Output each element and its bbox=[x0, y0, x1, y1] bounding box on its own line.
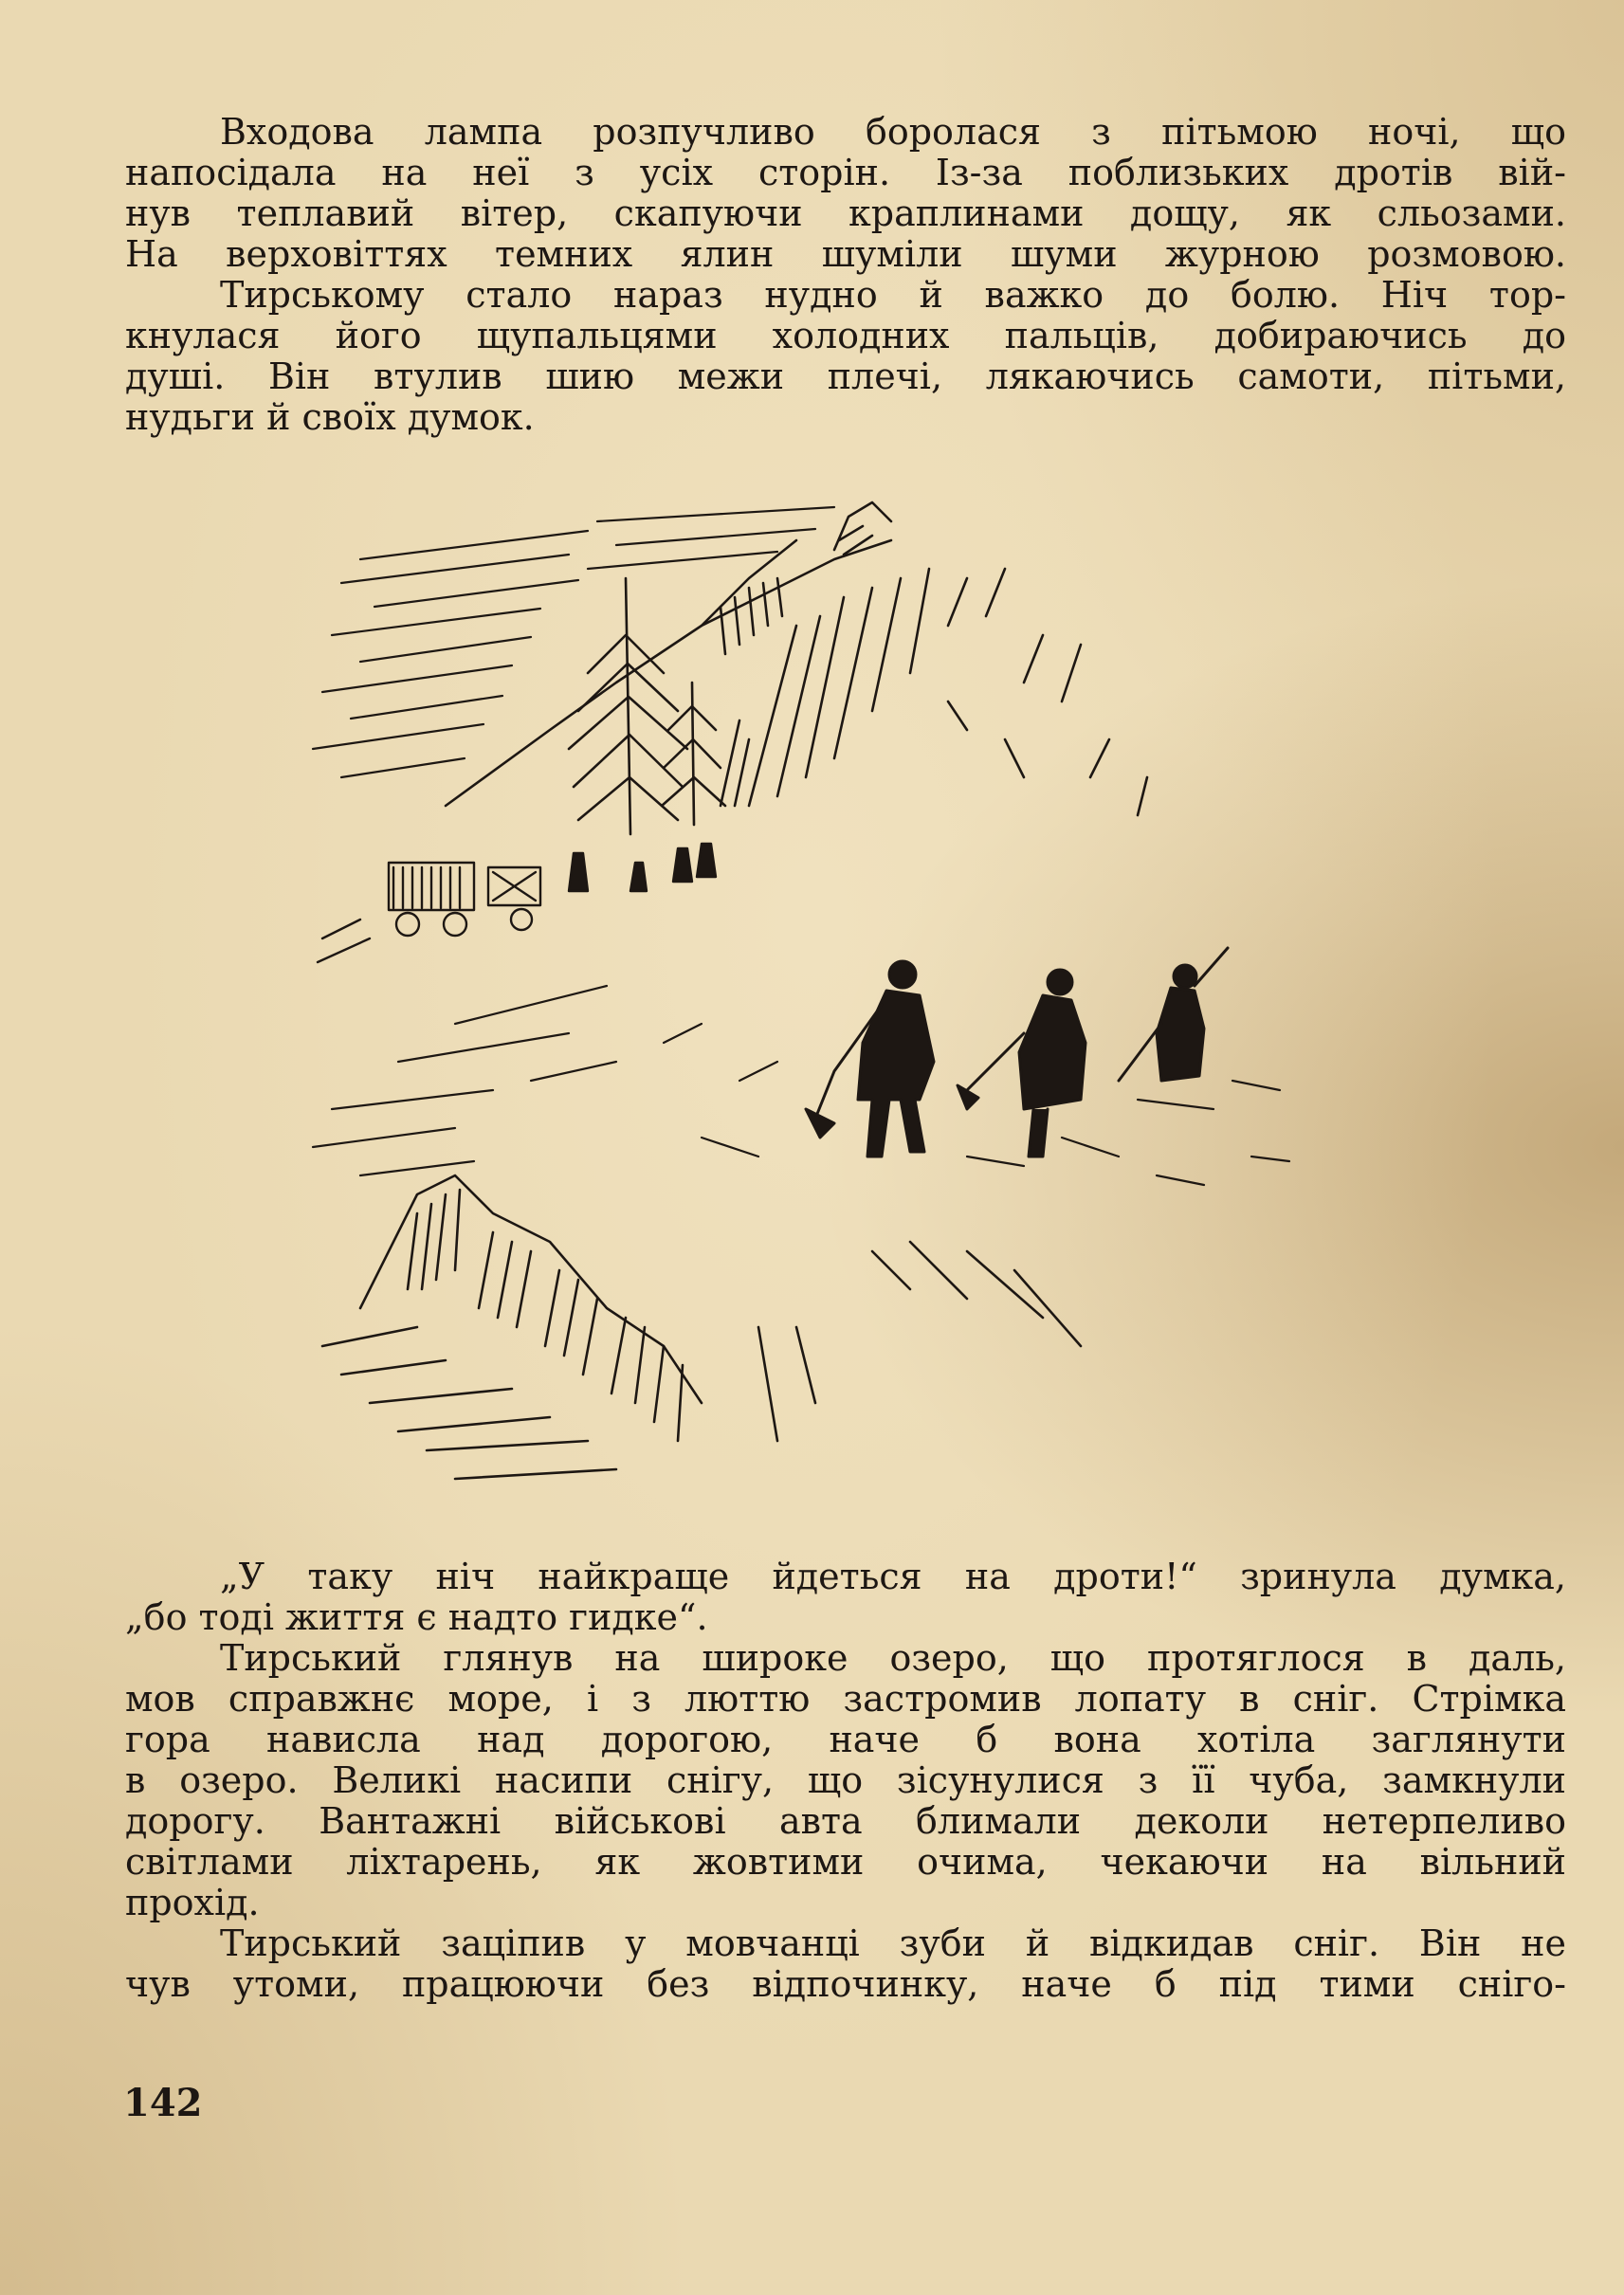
sky-hatching bbox=[313, 507, 834, 777]
text-line: „бо тоді життя є надто гидке“. bbox=[125, 1596, 708, 1638]
text-line: душі. Він втулив шию межи плечі, лякаючись самоти, пітьми, bbox=[125, 355, 1566, 397]
text-line: Тирському стало нараз нудно й важко до болю. Ніч тор- bbox=[220, 274, 1566, 316]
text-block-top bbox=[125, 112, 1566, 438]
text-line: нудьги й своїх думок. bbox=[125, 396, 535, 438]
text-line: напосідала на неї з усіх сторін. Із-за поблизьких дротів вій- bbox=[125, 152, 1566, 193]
paragraph bbox=[125, 1923, 1566, 2005]
text-line: дорогу. Вантажні військові авта блимали деколи нетерпеливо bbox=[125, 1800, 1566, 1842]
page-number: 142 bbox=[123, 2081, 203, 2125]
text-line: нув теплавий вітер, скапуючи краплинами дощу, як сльозами. bbox=[125, 192, 1566, 234]
paragraph bbox=[125, 112, 1566, 275]
text-line: „У таку ніч найкраще йдеться на дроти!“ зринула думка, bbox=[220, 1556, 1566, 1597]
paragraph bbox=[125, 1557, 1566, 1638]
text-block-bottom bbox=[125, 1557, 1566, 2005]
text-line: прохід. bbox=[125, 1882, 260, 1923]
text-line: світлами ліхтарень, як жовтими очима, чекаючи на вільний bbox=[125, 1841, 1566, 1883]
snow-clearing-illustration bbox=[303, 493, 1384, 1517]
paragraph bbox=[125, 1638, 1566, 1923]
text-line: мов справжнє море, і з люттю застромив лопату в сніг. Стрімка bbox=[125, 1678, 1566, 1720]
shoveling-workers bbox=[806, 948, 1228, 1157]
text-line: гора нависла над дорогою, наче б вона хотіла заглянути bbox=[125, 1719, 1566, 1760]
text-line: чув утоми, працюючи без відпочинку, наче б під тими сніго- bbox=[125, 1963, 1566, 2005]
text-line: в озеро. Великі насипи снігу, що зісунулися з її чуба, замкнули bbox=[125, 1759, 1566, 1801]
text-line: Тирський глянув на широке озеро, що протяглося в даль, bbox=[220, 1637, 1566, 1679]
trucks-and-figures bbox=[318, 844, 716, 962]
foreground-rocks bbox=[322, 1175, 1081, 1479]
text-line: Входова лампа розпучливо боролася з пітьмою ночі, що bbox=[220, 111, 1566, 153]
mountain-rocks bbox=[446, 502, 1147, 815]
text-line: кнулася його щупальцями холодних пальців, добираючись до bbox=[125, 315, 1566, 356]
snow-road-strokes bbox=[313, 986, 1289, 1185]
text-line: На верховіттях темних ялин шуміли шуми журною розмовою. bbox=[125, 233, 1566, 275]
paragraph bbox=[125, 275, 1566, 438]
text-line: Тирський заціпив у мовчанці зуби й відкидав сніг. Він не bbox=[220, 1922, 1566, 1964]
